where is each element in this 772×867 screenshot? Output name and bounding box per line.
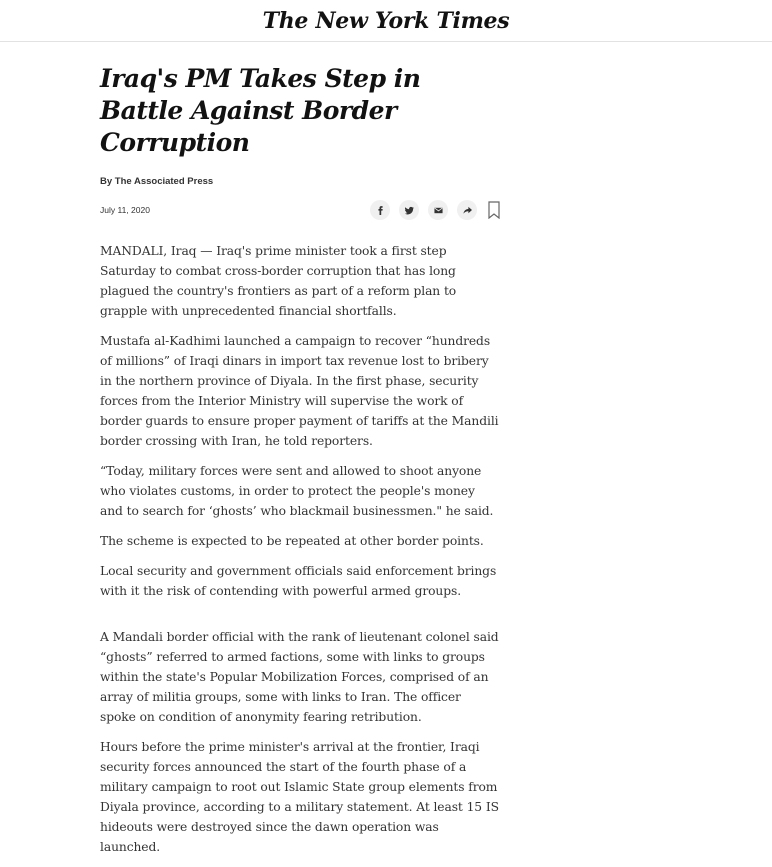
paragraph: Mustafa al-Kadhimi launched a campaign to recover “hundreds of millions” of Iraqi dinars in import tax revenue lost to bribery in the northern province of Diyala. In the first phase, security forces from the Interior Ministry will supervise the work of border guards to ensure proper payment of tariffs at the Mandili border crossing with Iran, he told reporters. — [100, 334, 499, 448]
headline: Iraq's PM Takes Step in Battle Against Border Corruption — [100, 64, 421, 157]
paragraph: Hours before the prime minister's arrival at the frontier, Iraqi security forces announced the start of the fourth phase of a military campaign to root out Islamic State group elements from Diyala province, according to a military statement. At least 15 IS hideouts were destroyed since the dawn operation was launched. — [100, 740, 499, 854]
article-body — [100, 241, 500, 857]
bookmark-icon[interactable] — [488, 201, 500, 219]
article-meta — [100, 200, 500, 220]
paragraph: The scheme is expected to be repeated at other border points. — [100, 534, 484, 548]
nyt-logo[interactable]: The New York Times — [262, 7, 510, 34]
share-icon[interactable] — [457, 200, 477, 220]
publish-date: July 11, 2020 — [100, 205, 150, 215]
article — [100, 41, 500, 867]
share-tools — [370, 200, 500, 220]
email-icon[interactable] — [428, 200, 448, 220]
paragraph: Local security and government officials said enforcement brings with it the risk of contending with powerful armed groups. — [100, 564, 497, 598]
paragraph: “Today, military forces were sent and allowed to shoot anyone who violates customs, in order to protect the people's money and to search for ‘ghosts’ who blackmail businessmen." he said. — [100, 464, 494, 518]
paragraph: A Mandali border official with the rank of lieutenant colonel said “ghosts” referred to armed factions, some with links to groups within the state's Popular Mobilization Forces, comprised of an array of militia groups, some with links to Iran. The officer spoke on condition of anonymity fearing retribution. — [100, 630, 499, 724]
masthead — [0, 0, 772, 42]
paragraph: MANDALI, Iraq — Iraq's prime minister took a first step Saturday to combat cross-border corruption that has long plagued the country's frontiers as part of a reform plan to grapple with unprecedented financial shortfalls. — [100, 244, 457, 318]
twitter-icon[interactable] — [399, 200, 419, 220]
byline: By The Associated Press — [100, 176, 214, 187]
facebook-icon[interactable] — [370, 200, 390, 220]
